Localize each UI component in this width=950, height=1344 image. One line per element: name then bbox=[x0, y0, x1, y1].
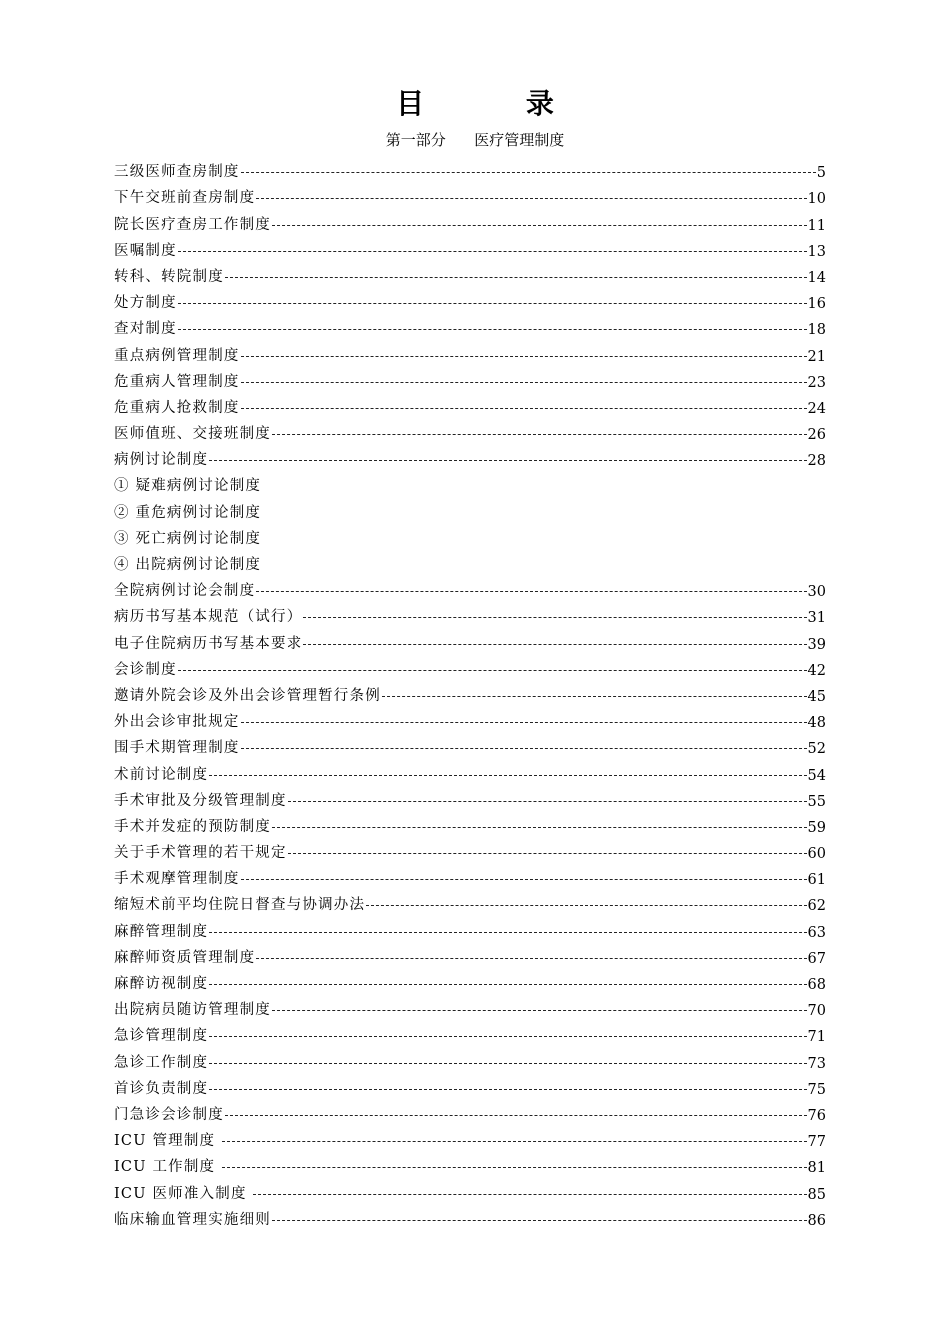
dot-leader bbox=[178, 250, 807, 252]
toc-entry[interactable] bbox=[114, 941, 826, 967]
toc-entry[interactable] bbox=[114, 600, 826, 626]
toc-page-number: 16 bbox=[807, 296, 826, 313]
toc-entry[interactable] bbox=[114, 1203, 826, 1229]
dot-leader bbox=[288, 852, 807, 854]
toc-entry[interactable] bbox=[114, 1176, 826, 1202]
toc-entry-title: 出院病员随访管理制度 bbox=[114, 1002, 271, 1019]
toc-entry-title: 医师值班、交接班制度 bbox=[114, 426, 271, 443]
toc-entry-title: 手术观摩管理制度 bbox=[114, 871, 240, 888]
toc-entry[interactable] bbox=[114, 548, 826, 574]
toc-entry-title: 麻醉管理制度 bbox=[114, 923, 209, 940]
dot-leader bbox=[288, 800, 807, 802]
dot-leader bbox=[209, 1062, 806, 1064]
toc-entry-title: 重点病例管理制度 bbox=[114, 347, 240, 364]
toc-page-number: 11 bbox=[807, 217, 826, 234]
toc-entry-title: 电子住院病历书写基本要求 bbox=[114, 635, 303, 652]
toc-entry-title: 转科、转院制度 bbox=[114, 268, 224, 285]
toc-entry[interactable] bbox=[114, 862, 826, 888]
toc-entry[interactable] bbox=[114, 181, 826, 207]
dot-leader bbox=[222, 1166, 806, 1168]
dot-leader bbox=[272, 224, 807, 226]
dot-leader bbox=[178, 328, 807, 330]
toc-entry-title: 麻醉师资质管理制度 bbox=[114, 949, 256, 966]
dot-leader bbox=[225, 1114, 807, 1116]
dot-leader bbox=[225, 276, 807, 278]
toc-entry[interactable] bbox=[114, 679, 826, 705]
toc-entry-title: 缩短术前平均住院日督查与协调办法 bbox=[114, 897, 366, 914]
toc-entry[interactable] bbox=[114, 653, 826, 679]
toc-page-number: 28 bbox=[807, 453, 826, 470]
dot-leader bbox=[256, 957, 806, 959]
toc-entry[interactable] bbox=[114, 888, 826, 914]
toc-page-number: 55 bbox=[807, 793, 826, 810]
table-of-contents bbox=[114, 155, 826, 1229]
toc-entry[interactable] bbox=[114, 312, 826, 338]
toc-entry[interactable] bbox=[114, 1045, 826, 1071]
toc-entry-title: 病例讨论制度 bbox=[114, 452, 209, 469]
toc-entry-title: 危重病人抢救制度 bbox=[114, 399, 240, 416]
toc-entry-title: 术前讨论制度 bbox=[114, 766, 209, 783]
toc-entry[interactable] bbox=[114, 286, 826, 312]
dot-leader bbox=[303, 643, 806, 645]
toc-entry-title: ICU 管理制度 bbox=[114, 1133, 222, 1150]
toc-entry-title: 危重病人管理制度 bbox=[114, 373, 240, 390]
toc-entry-title: 围手术期管理制度 bbox=[114, 740, 240, 757]
toc-entry-title: ④ 出院病例讨论制度 bbox=[114, 557, 262, 573]
dot-leader bbox=[241, 355, 807, 357]
dot-leader bbox=[382, 695, 807, 697]
toc-entry[interactable] bbox=[114, 731, 826, 757]
toc-entry[interactable] bbox=[114, 1150, 826, 1176]
toc-page-number: 81 bbox=[807, 1160, 826, 1177]
toc-page-number: 24 bbox=[807, 400, 826, 417]
toc-entry[interactable] bbox=[114, 495, 826, 521]
dot-leader bbox=[256, 590, 806, 592]
dot-leader bbox=[209, 983, 806, 985]
toc-page-number: 26 bbox=[807, 427, 826, 444]
toc-page-number: 61 bbox=[807, 872, 826, 889]
dot-leader bbox=[241, 747, 807, 749]
toc-entry[interactable] bbox=[114, 207, 826, 233]
dot-leader bbox=[241, 721, 807, 723]
toc-page-number: 42 bbox=[807, 662, 826, 679]
toc-entry[interactable] bbox=[114, 391, 826, 417]
toc-page-number: 5 bbox=[816, 165, 826, 182]
toc-entry-title: 三级医师查房制度 bbox=[114, 164, 240, 181]
toc-page-number: 39 bbox=[807, 636, 826, 653]
toc-entry[interactable] bbox=[114, 234, 826, 260]
dot-leader bbox=[241, 381, 807, 383]
dot-leader bbox=[272, 433, 807, 435]
toc-entry-title: 会诊制度 bbox=[114, 661, 177, 678]
dot-leader bbox=[303, 616, 806, 618]
toc-entry[interactable] bbox=[114, 417, 826, 443]
toc-entry[interactable] bbox=[114, 967, 826, 993]
dot-leader bbox=[272, 1219, 807, 1221]
toc-entry-title: 关于手术管理的若干规定 bbox=[114, 845, 287, 862]
dot-leader bbox=[256, 197, 806, 199]
toc-entry-title: 外出会诊审批规定 bbox=[114, 714, 240, 731]
toc-entry-title: 临床输血管理实施细则 bbox=[114, 1211, 271, 1228]
toc-entry[interactable] bbox=[114, 914, 826, 940]
toc-entry-title: 医嘱制度 bbox=[114, 242, 177, 259]
toc-page-number: 13 bbox=[807, 243, 826, 260]
dot-leader bbox=[366, 904, 806, 906]
toc-entry[interactable] bbox=[114, 1124, 826, 1150]
toc-entry[interactable] bbox=[114, 1019, 826, 1045]
dot-leader bbox=[253, 1193, 806, 1195]
toc-page-number: 67 bbox=[807, 950, 826, 967]
toc-page-number: 52 bbox=[807, 741, 826, 758]
toc-page-number: 70 bbox=[807, 1003, 826, 1020]
toc-entry[interactable] bbox=[114, 365, 826, 391]
toc-page-number: 71 bbox=[807, 1029, 826, 1046]
toc-entry[interactable] bbox=[114, 626, 826, 652]
toc-entry-title: 查对制度 bbox=[114, 321, 177, 338]
toc-entry[interactable] bbox=[114, 1072, 826, 1098]
toc-entry[interactable] bbox=[114, 338, 826, 364]
toc-page-number: 14 bbox=[807, 269, 826, 286]
dot-leader bbox=[178, 302, 807, 304]
toc-page-number: 23 bbox=[807, 374, 826, 391]
dot-leader bbox=[209, 931, 806, 933]
toc-entry-title: 急诊管理制度 bbox=[114, 1028, 209, 1045]
toc-entry-title: 全院病例讨论会制度 bbox=[114, 583, 256, 600]
dot-leader bbox=[178, 669, 807, 671]
toc-entry[interactable] bbox=[114, 836, 826, 862]
page-title: 目 录 bbox=[396, 87, 600, 120]
toc-entry-title: 处方制度 bbox=[114, 295, 177, 312]
toc-entry[interactable] bbox=[114, 522, 826, 548]
toc-page-number: 75 bbox=[807, 1081, 826, 1098]
toc-page-number: 54 bbox=[807, 767, 826, 784]
toc-page-number: 68 bbox=[807, 977, 826, 993]
toc-entry[interactable] bbox=[114, 443, 826, 469]
toc-entry[interactable] bbox=[114, 1098, 826, 1124]
dot-leader bbox=[222, 1140, 806, 1142]
toc-entry-title: ICU 工作制度 bbox=[114, 1159, 222, 1176]
dot-leader bbox=[209, 1035, 806, 1037]
toc-page-number: 31 bbox=[807, 610, 826, 627]
toc-page-number: 77 bbox=[807, 1134, 826, 1151]
dot-leader bbox=[272, 1009, 807, 1011]
dot-leader bbox=[241, 407, 807, 409]
toc-page-number: 85 bbox=[807, 1186, 826, 1203]
toc-entry[interactable] bbox=[114, 260, 826, 286]
toc-entry-title: 邀请外院会诊及外出会诊管理暂行条例 bbox=[114, 687, 381, 704]
toc-entry[interactable] bbox=[114, 705, 826, 731]
toc-entry[interactable] bbox=[114, 574, 826, 600]
toc-entry[interactable] bbox=[114, 155, 826, 181]
toc-entry-title: 首诊负责制度 bbox=[114, 1080, 209, 1097]
dot-leader bbox=[241, 878, 807, 880]
toc-page-number: 73 bbox=[807, 1055, 826, 1072]
toc-entry-title: ICU 医师准入制度 bbox=[114, 1185, 253, 1202]
toc-page-number: 59 bbox=[807, 819, 826, 836]
toc-page-number: 48 bbox=[807, 715, 826, 732]
toc-entry[interactable] bbox=[114, 810, 826, 836]
dot-leader bbox=[209, 774, 806, 776]
toc-entry-title: 病历书写基本规范（试行） bbox=[114, 609, 303, 626]
toc-page-number: 18 bbox=[807, 322, 826, 339]
toc-entry[interactable] bbox=[114, 757, 826, 783]
dot-leader bbox=[241, 171, 816, 173]
toc-page-number: 63 bbox=[807, 924, 826, 941]
toc-entry-title: 麻醉访视制度 bbox=[114, 976, 209, 992]
toc-entry[interactable] bbox=[114, 993, 826, 1019]
toc-entry-title: 手术并发症的预防制度 bbox=[114, 818, 271, 835]
toc-page-number: 30 bbox=[807, 584, 826, 601]
toc-entry-title: 急诊工作制度 bbox=[114, 1054, 209, 1071]
toc-entry-title: ③ 死亡病例讨论制度 bbox=[114, 530, 262, 547]
toc-entry[interactable] bbox=[114, 784, 826, 810]
toc-page-number: 86 bbox=[807, 1212, 826, 1229]
toc-entry-title: ② 重危病例讨论制度 bbox=[114, 504, 262, 521]
toc-entry-title: 下午交班前查房制度 bbox=[114, 190, 256, 207]
toc-entry[interactable] bbox=[114, 469, 826, 495]
toc-page-number: 10 bbox=[807, 191, 826, 208]
toc-entry-title: ① 疑难病例讨论制度 bbox=[114, 478, 262, 495]
toc-page-number: 76 bbox=[807, 1107, 826, 1124]
section-heading: 第一部分 医疗管理制度 bbox=[385, 131, 565, 149]
toc-entry-title: 门急诊会诊制度 bbox=[114, 1106, 224, 1123]
toc-page-number: 62 bbox=[807, 898, 826, 915]
toc-page-number: 45 bbox=[807, 688, 826, 705]
toc-entry-title: 手术审批及分级管理制度 bbox=[114, 792, 287, 809]
toc-page-number: 60 bbox=[807, 846, 826, 863]
dot-leader bbox=[209, 1088, 806, 1090]
toc-page-number: 21 bbox=[807, 348, 826, 365]
dot-leader bbox=[209, 459, 806, 461]
toc-entry-title: 院长医疗查房工作制度 bbox=[114, 216, 271, 233]
dot-leader bbox=[272, 826, 807, 828]
